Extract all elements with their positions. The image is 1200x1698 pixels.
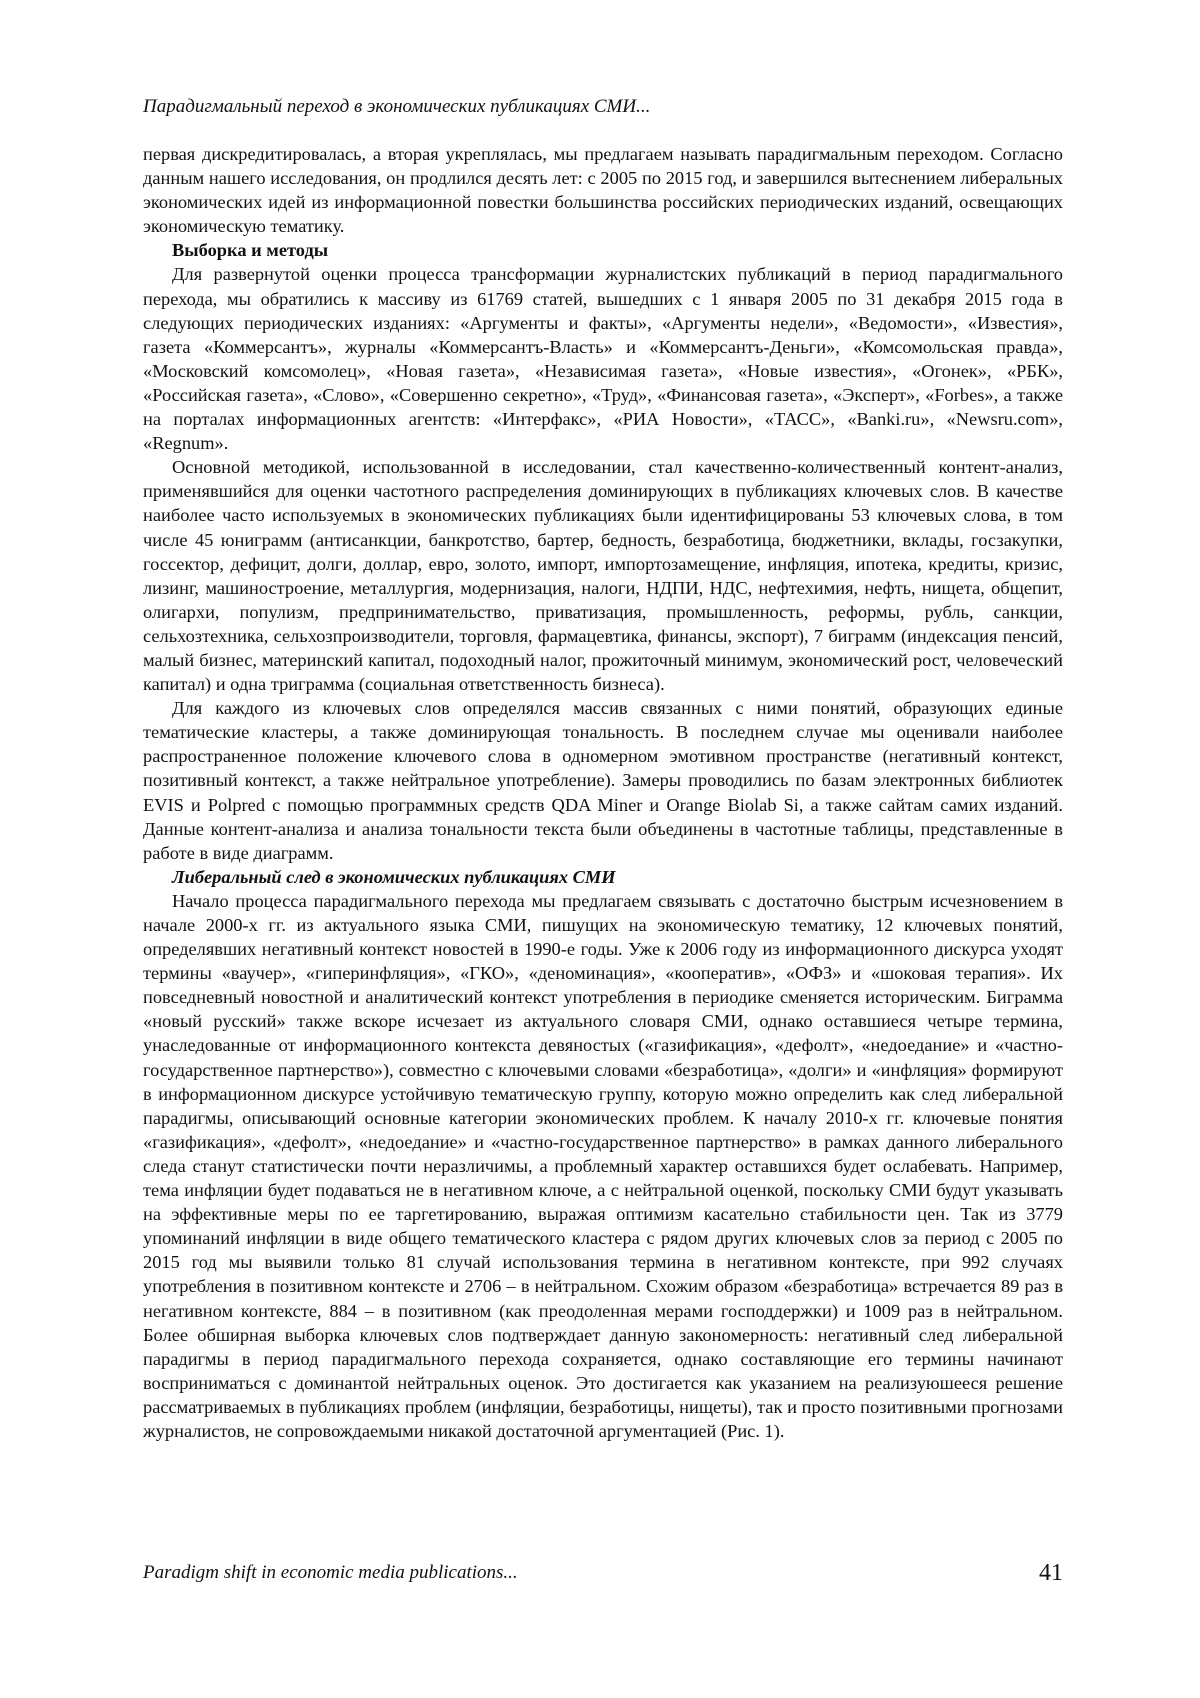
running-footer [143, 1560, 1063, 1590]
paragraph-sample: Для развернутой оценки процесса трансформации журналистских публикаций в период парадигмального перехода, мы обратились к массиву из 61769 статей, вышедших с 1 января 2005 по 31 декабря 2015 года в следующих периодических изданиях: «Аргументы и факты», «Аргументы недели», «Ведомости», «Известия», газета «Коммерсантъ», журналы «Коммерсантъ-Власть» и «Коммерсантъ-Деньги», «Комсомольская правда», «Московский комсомолец», «Новая газета», «Независимая газета», «Новые известия», «Огонек», «РБК», «Российская газета», «Слово», «Совершенно секретно», «Труд», «Финансовая газета», «Эксперт», «Forbes», а также на порталах информационных агентств: «Интерфакс», «РИА Новости», «ТАСС», «Banki.ru», «Newsru.com», «Regnum». [143, 264, 1063, 454]
paragraph-methodology: Основной методикой, использованной в исследовании, стал качественно-количественный контент-анализ, применявшийся для оценки частотного распределения доминирующих в публикациях ключевых слов. В качестве наиболее часто используемых в экономических публикациях были идентифицированы 53 ключевых слова, в том числе 45 юниграмм (антисанкции, банкротство, бартер, бедность, безработица, бюджетники, вклады, госзакупки, госсектор, дефицит, долги, доллар, евро, золото, импорт, импортозамещение, инфляция, ипотека, кредиты, кризис, лизинг, машиностроение, металлургия, модернизация, налоги, НДПИ, НДС, нефтехимия, нефть, нищета, общепит, олигархи, популизм, предпринимательство, приватизация, промышленность, реформы, рубль, санкции, сельхозтехника, сельхозпроизводители, торговля, фармацевтика, финансы, экспорт), 7 биграмм (индексация пенсий, малый бизнес, материнский капитал, подоходный налог, прожиточный минимум, экономический рост, человеческий капитал) и одна триграмма (социальная ответственность бизнеса). [143, 457, 1063, 695]
paragraph-clusters: Для каждого из ключевых слов определялся массив связанных с ними понятий, образующих единые тематические кластеры, а также доминирующая тональность. В последнем случае мы оценивали наиболее распространенное положение ключевого слова в одномерном эмотивном пространстве (негативный контекст, позитивный контекст, а также нейтральное употребление). Замеры проводились по базам электронных библиотек EVIS и Polpred с помощью программных средств QDA Miner и Orange Biolab Si, а также сайтам самих изданий. Данные контент-анализа и анализа тональности текста были объединены в частотные таблицы, представленные в работе в виде диаграмм. [143, 698, 1063, 863]
footer-title: Paradigm shift in economic media publications... [143, 1562, 518, 1583]
paragraph-liberal-trace: Начало процесса парадигмального перехода мы предлагаем связывать с достаточно быстрым исчезновением в начале 2000-х гг. из актуального языка СМИ, пишущих на экономическую тематику, 12 ключевых понятий, определявших негативный контекст новостей в 1990-е годы. Уже к 2006 году из информационного дискурса уходят термины «ваучер», «гиперинфляция», «ГКО», «деноминация», «кооператив», «ОФЗ» и «шоковая терапия». Их повседневный новостной и аналитический контекст употребления в периодике сменяется историческим. Биграмма «новый русский» также вскоре исчезает из актуального словаря СМИ, однако оставшиеся четыре термина, унаследованные от информационного контекста девяностых («газификация», «дефолт», «недоедание» и «частно-государственное партнерство»), совместно с ключевыми словами «безработица», «долги» и «инфляция» формируют в информационном дискурсе устойчивую тематическую группу, которую можно определить как след либеральной парадигмы, описывающий основные категории экономических проблем. К началу 2010-х гг. ключевые понятия «газификация», «дефолт», «недоедание» и «частно-государственное партнерство» в рамках данного либерального следа станут статистически почти неразличимы, а проблемный характер оставшихся будет ослабевать. Например, тема инфляции будет подаваться не в негативном ключе, а с нейтральной оценкой, поскольку СМИ будут указывать на эффективные меры по ее таргетированию, выражая оптимизм касательно стабильности цен. Так из 3779 упоминаний инфляции в виде общего тематического кластера с рядом других ключевых слов за период с 2005 по 2015 год мы выявили только 81 случай использования термина в негативном контексте, при 992 случаях употребления в позитивном контексте и 2706 – в нейтральном. Схожим образом «безработица» встречается 89 раз в негативном контексте, 884 – в позитивном (как преодоленная мерами господдержки) и 1009 раз в нейтральном. Более обширная выборка ключевых слов подтверждает данную закономерность: негативный след либеральной парадигмы в период парадигмального перехода сохраняется, однако составляющие его термины начинают восприниматься с доминантой нейтральных оценок. Это достигается как указанием на реализуюшееся решение рассматриваемых в публикациях проблем (инфляции, безработицы, нищеты), так и просто позитивными прогнозами журналистов, не сопровождаемыми никакой достаточной аргументацией (Рис. 1). [143, 890, 1063, 1441]
article-body [143, 142, 1063, 1443]
paragraph-intro: первая дискредитировалась, а вторая укреплялась, мы предлагаем называть парадигмальным переходом. Согласно данным нашего исследования, он продлился десять лет: с 2005 по 2015 год, и завершился вытеснением либеральных экономических идей из информационной повестки большинства российских периодических изданий, освещающих экономическую тематику. [143, 144, 1063, 237]
section-heading-sample-methods: Выборка и методы [172, 240, 329, 261]
page-number: 41 [1039, 1560, 1063, 1586]
section-heading-liberal-trace: Либеральный след в экономических публикациях СМИ [172, 866, 616, 887]
running-header: Парадигмальный переход в экономических публикациях СМИ... [143, 96, 651, 117]
